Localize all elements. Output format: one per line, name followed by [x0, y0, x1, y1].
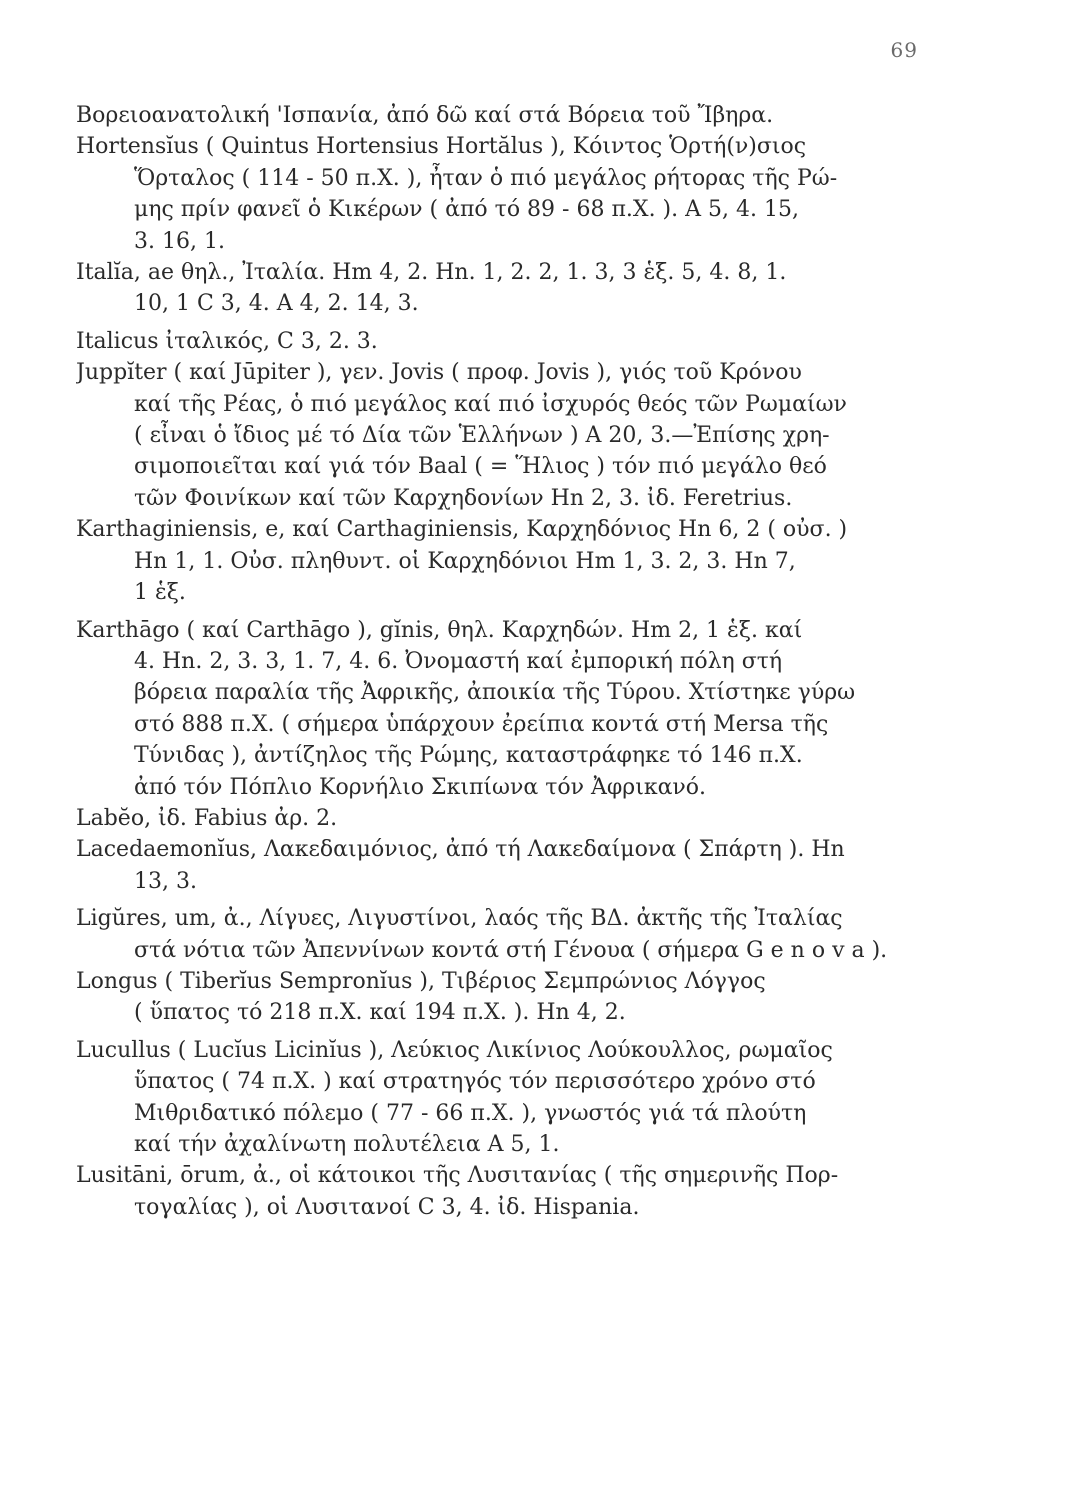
- glossary-entries: [76, 100, 946, 1223]
- entry-continuation-line: στά νότια τῶν Ἀπεννίνων κοντά στή Γένουα ( σήμερα G e n o v a ).: [134, 937, 888, 963]
- entry-headline: Hortensĭus ( Quintus Hortensius Hortălus ), Κόιντος Ὁρτή(ν)σιος: [76, 134, 807, 160]
- entry-continuation-line: ἀπό τόν Πόπλιο Κορνήλιο Σκιπίωνα τόν Ἀφρικανό.: [134, 774, 707, 800]
- glossary-entry: [76, 1160, 946, 1223]
- entry-continuation-line: Hn 1, 1. Οὐσ. πληθυντ. οἱ Καρχηδόνιοι Hm 1, 3. 2, 3. Hn 7,: [134, 548, 796, 574]
- entry-continuation-line: 3. 16, 1.: [134, 228, 225, 254]
- entry-continuation-line: ὕπατος ( 74 π.Χ. ) καί στρατηγός τόν περισσότερο χρόνο στό: [134, 1069, 816, 1095]
- glossary-entry: [76, 514, 946, 608]
- entry-headline: Labĕo, ἰδ. Fabius ἀρ. 2.: [76, 805, 338, 831]
- entry-continuation-line: 13, 3.: [134, 868, 197, 894]
- entry-headline: Lacedaemonĭus, Λακεδαιμόνιος, ἀπό τή Λακεδαίμονα ( Σπάρτη ). Hn: [76, 837, 845, 863]
- entry-continuation-line: ( εἶναι ὁ ἴδιος μέ τό Δία τῶν Ἑλλήνων ) Α 20, 3.—Ἐπίσης χρη-: [134, 423, 830, 449]
- entry-continuation-line: 4. Hn. 2, 3. 3, 1. 7, 4. 6. Ὀνομαστή καί ἐμπορική πόλη στή: [134, 648, 783, 674]
- glossary-entry: [76, 131, 946, 257]
- entry-continuation-line: μης πρίν φανεῖ ὁ Κικέρων ( ἀπό τό 89 - 68 π.Χ. ). Α 5, 4. 15,: [134, 197, 799, 223]
- glossary-entry: [76, 1035, 946, 1161]
- glossary-entry: [76, 803, 946, 834]
- entry-continuation-line: 10, 1 C 3, 4. A 4, 2. 14, 3.: [134, 291, 419, 317]
- entry-continuation-line: τογαλίας ), οἱ Λυσιτανοί C 3, 4. ἰδ. Hispania.: [134, 1194, 640, 1220]
- entry-headline: Karthaginiensis, e, καί Carthaginiensis, Καρχηδόνιος Hn 6, 2 ( οὐσ. ): [76, 517, 848, 543]
- glossary-entry: [76, 834, 946, 897]
- entry-continuation-line: καί τῆς Ρέας, ὁ πιό μεγάλος καί πιό ἰσχυρός θεός τῶν Ρωμαίων: [134, 391, 847, 417]
- entry-headline: Lusitāni, ōrum, ἀ., οἱ κάτοικοι τῆς Λυσιτανίας ( τῆς σημερινῆς Πορ-: [76, 1163, 839, 1189]
- entry-continuation-line: ( ὕπατος τό 218 π.Χ. καί 194 π.Χ. ). Hn 4, 2.: [134, 1000, 626, 1026]
- glossary-entry: [76, 100, 946, 131]
- glossary-entry: [76, 257, 946, 320]
- entry-headline: Juppĭter ( καί Jūpiter ), γεν. Jovis ( προφ. Jovis ), γιός τοῦ Κρόνου: [76, 360, 802, 386]
- entry-headline: Lucullus ( Lucĭus Licinĭus ), Λεύκιος Λικίνιος Λούκουλλος, ρωμαῖος: [76, 1037, 833, 1063]
- entry-headline: Ligŭres, um, ἀ., Λίγυες, Λιγυστίνοι, λαός τῆς ΒΔ. ἀκτῆς τῆς Ἰταλίας: [76, 906, 843, 932]
- entry-headline: Italicus ἰταλικός, C 3, 2. 3.: [76, 328, 378, 354]
- entry-continuation-line: Μιθριδατικό πόλεμο ( 77 - 66 π.Χ. ), γνωστός γιά τά πλούτη: [134, 1100, 807, 1126]
- glossary-entry: [76, 326, 946, 357]
- entry-continuation-line: Τύνιδας ), ἀντίζηλος τῆς Ρώμης, καταστράφηκε τό 146 π.Χ.: [134, 743, 803, 769]
- glossary-entry: [76, 903, 946, 966]
- glossary-entry: [76, 615, 946, 803]
- entry-continuation-line: στό 888 π.Χ. ( σήμερα ὑπάρχουν ἐρείπια κοντά στή Mersa τῆς: [134, 711, 829, 737]
- glossary-entry: [76, 966, 946, 1029]
- entry-headline: Longus ( Tiberĭus Sempronĭus ), Τιβέριος Σεμπρώνιος Λόγγος: [76, 968, 766, 994]
- entry-continuation-line: σιμοποιεῖται καί γιά τόν Baal ( = Ἥλιος ) τόν πιό μεγάλο θεό: [134, 454, 827, 480]
- page-number: 69: [890, 38, 918, 62]
- entry-headline: Βορειοανατολική 'Ισπανία, ἀπό δῶ καί στά Βόρεια τοῦ Ἴβηρα.: [76, 103, 774, 128]
- entry-headline: Italĭa, ae θηλ., Ἰταλία. Hm 4, 2. Hn. 1, 2. 2, 1. 3, 3 ἑξ. 5, 4. 8, 1.: [76, 260, 787, 286]
- entry-headline: Karthāgo ( καί Carthāgo ), gĭnis, θηλ. Καρχηδών. Hm 2, 1 ἑξ. καί: [76, 617, 803, 643]
- entry-continuation-line: βόρεια παραλία τῆς Ἀφρικῆς, ἀποικία τῆς Τύρου. Χτίστηκε γύρω: [134, 680, 856, 706]
- glossary-entry: [76, 357, 946, 514]
- entry-continuation-line: 1 ἑξ.: [134, 580, 186, 606]
- entry-continuation-line: καί τήν ἀχαλίνωτη πολυτέλεια Α 5, 1.: [134, 1132, 560, 1157]
- entry-continuation-line: τῶν Φοινίκων καί τῶν Καρχηδονίων Hn 2, 3. ἰδ. Feretrius.: [134, 485, 793, 511]
- entry-continuation-line: Ὅρταλος ( 114 - 50 π.Χ. ), ἦταν ὁ πιό μεγάλος ρήτορας τῆς Ρώ-: [134, 165, 838, 191]
